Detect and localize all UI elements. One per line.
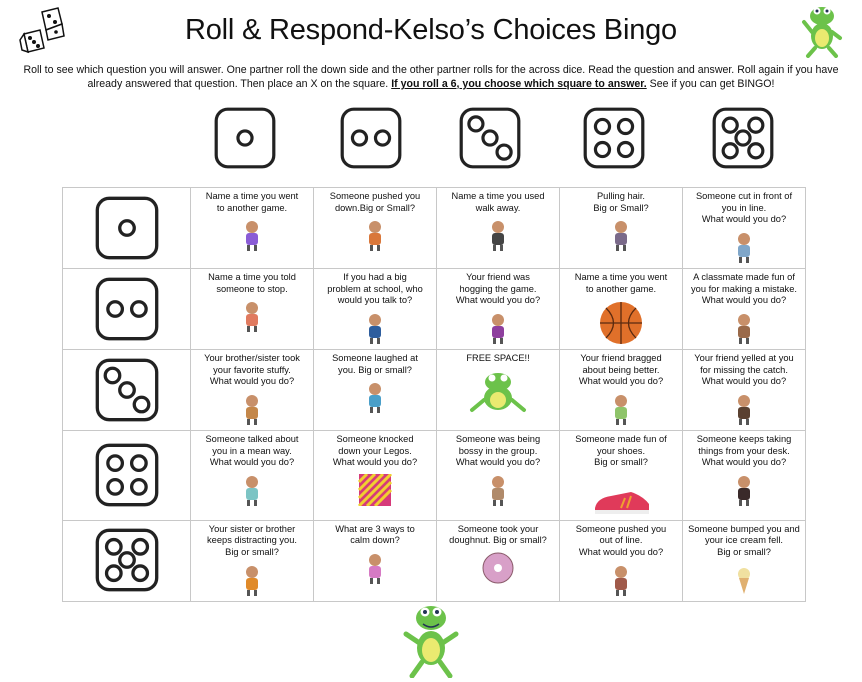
frog-mascot-icon: [800, 2, 844, 58]
board-row: [63, 520, 806, 601]
square-prompt: A classmate made fun of you for making a mistake. What would you do?: [691, 272, 797, 306]
board-row: [63, 431, 806, 521]
bingo-square[interactable]: [683, 269, 806, 350]
row-die-cell: [63, 431, 191, 521]
girl-at-desk-icon: [727, 474, 761, 506]
doughnut-icon: [481, 552, 515, 584]
square-prompt: Someone laughed at you. Big or small?: [332, 353, 418, 375]
bingo-square[interactable]: [437, 520, 560, 601]
bingo-square[interactable]: [437, 269, 560, 350]
page-title: Roll & Respond-Kelso’s Choices Bingo: [185, 14, 677, 46]
bingo-square[interactable]: [683, 520, 806, 601]
die-face-4-icon: [582, 106, 646, 170]
bingo-square[interactable]: [560, 188, 683, 269]
square-prompt: FREE SPACE!!: [466, 353, 530, 363]
bingo-square[interactable]: [191, 520, 314, 601]
frog-mascot-icon: [402, 598, 460, 678]
bingo-square[interactable]: [314, 188, 437, 269]
board-row: [63, 350, 806, 431]
hopscotch-icon: [235, 219, 269, 251]
square-prompt: Someone pushed you out of line. What would you do?: [575, 523, 667, 557]
bingo-square[interactable]: [191, 188, 314, 269]
kids-stuffy-icon: [235, 393, 269, 425]
bingo-square[interactable]: [683, 350, 806, 431]
square-prompt: Name a time you went to another game.: [574, 272, 668, 294]
basketball-icon: [591, 300, 651, 346]
bingo-square[interactable]: [314, 520, 437, 601]
square-prompt: If you had a big problem at school, who would you talk to?: [327, 272, 423, 306]
square-prompt: Someone bumped you and your ice cream fell. Big or small?: [688, 523, 800, 557]
square-prompt: Someone made fun of your shoes. Big or small?: [575, 434, 667, 468]
bingo-square[interactable]: [560, 520, 683, 601]
bingo-square[interactable]: [437, 350, 560, 431]
bingo-square[interactable]: [683, 431, 806, 521]
bingo-square[interactable]: [314, 350, 437, 431]
die-face-3-icon: [458, 106, 522, 170]
instructions: [20, 63, 842, 91]
game-monster-icon: [481, 312, 515, 344]
sneaker-icon: [591, 474, 651, 520]
square-prompt: Someone keeps taking things from your desk. What would you do?: [696, 434, 792, 468]
group-table-icon: [481, 474, 515, 506]
walking-person-icon: [481, 219, 515, 251]
calm-girl-chair-icon: [358, 552, 392, 584]
kids-pushing-icon: [358, 219, 392, 251]
die-face-5-icon: [94, 527, 160, 593]
instructions-emphasis: If you roll a 6, you choose which square to answer.: [391, 78, 647, 90]
kids-outdoors-icon: [604, 393, 638, 425]
bingo-square[interactable]: [191, 350, 314, 431]
sad-student-icon: [727, 312, 761, 344]
bingo-square[interactable]: [191, 269, 314, 350]
hair-pulling-icon: [604, 219, 638, 251]
board-row: [63, 269, 806, 350]
square-prompt: Someone knocked down your Legos. What would you do?: [332, 434, 418, 468]
bingo-square[interactable]: [560, 431, 683, 521]
die-face-3-icon: [94, 357, 160, 423]
line-of-kids-icon: [727, 231, 761, 263]
bingo-square[interactable]: [437, 188, 560, 269]
die-face-2-icon: [94, 276, 160, 342]
square-prompt: Your friend yelled at you for missing the catch. What would you do?: [694, 353, 794, 387]
square-prompt: Someone talked about you in a mean way. What would you do?: [205, 434, 299, 468]
die-face-1-icon: [94, 195, 160, 261]
gossip-kids-icon: [235, 474, 269, 506]
square-prompt: Name a time you used walk away.: [451, 191, 545, 213]
frog-icon: [468, 370, 528, 416]
square-prompt: Your friend was hogging the game. What would you do?: [455, 272, 541, 306]
pointing-boy-icon: [358, 381, 392, 413]
square-prompt: Someone took your doughnut. Big or small?: [449, 523, 547, 546]
die-face-2-icon: [339, 106, 403, 170]
die-face-4-icon: [94, 442, 160, 508]
falling-kid-icon: [604, 564, 638, 596]
row-die-cell: [63, 269, 191, 350]
upset-child-icon: [235, 564, 269, 596]
bingo-board: [62, 187, 806, 602]
square-prompt: Someone pushed you down.Big or Small?: [329, 191, 421, 213]
die-face-1-icon: [213, 106, 277, 170]
square-prompt: Someone cut in front of you in line. What would you do?: [695, 191, 793, 225]
teacher-icon: [358, 312, 392, 344]
square-prompt: Your friend bragged about being better. What would you do?: [578, 353, 664, 387]
square-prompt: Your brother/sister took your favorite stuffy. What would you do?: [204, 353, 300, 387]
square-prompt: Pulling hair. Big or Small?: [593, 191, 649, 213]
legos-icon: [358, 474, 392, 506]
bingo-square[interactable]: [560, 269, 683, 350]
instructions-ending: See if you can get BINGO!: [646, 78, 775, 90]
ice-cream-icon: [727, 564, 761, 596]
bingo-square[interactable]: [191, 431, 314, 521]
bingo-square[interactable]: [683, 188, 806, 269]
boy-face-icon: [727, 393, 761, 425]
bingo-square[interactable]: [437, 431, 560, 521]
row-die-cell: [63, 188, 191, 269]
bingo-square[interactable]: [314, 431, 437, 521]
board-row: [63, 188, 806, 269]
row-die-cell: [63, 520, 191, 601]
square-prompt: Name a time you told someone to stop.: [208, 272, 296, 294]
stop-hand-icon: [235, 300, 269, 332]
square-prompt: What are 3 ways to calm down?: [335, 523, 415, 546]
instructions-text: Roll to see which question you will answer. One partner roll the down side and the other partner rolls for the across dice. Read the question and answer. Roll again if you have already answered that question. Then place an X on the square.: [23, 64, 839, 90]
square-prompt: Someone was being bossy in the group. What would you do?: [455, 434, 541, 468]
bingo-square[interactable]: [560, 350, 683, 431]
square-prompt: Name a time you went to another game.: [205, 191, 299, 213]
die-face-5-icon: [711, 106, 775, 170]
bingo-square[interactable]: [314, 269, 437, 350]
row-die-cell: [63, 350, 191, 431]
square-prompt: Your sister or brother keeps distracting you. Big or small?: [207, 523, 297, 557]
